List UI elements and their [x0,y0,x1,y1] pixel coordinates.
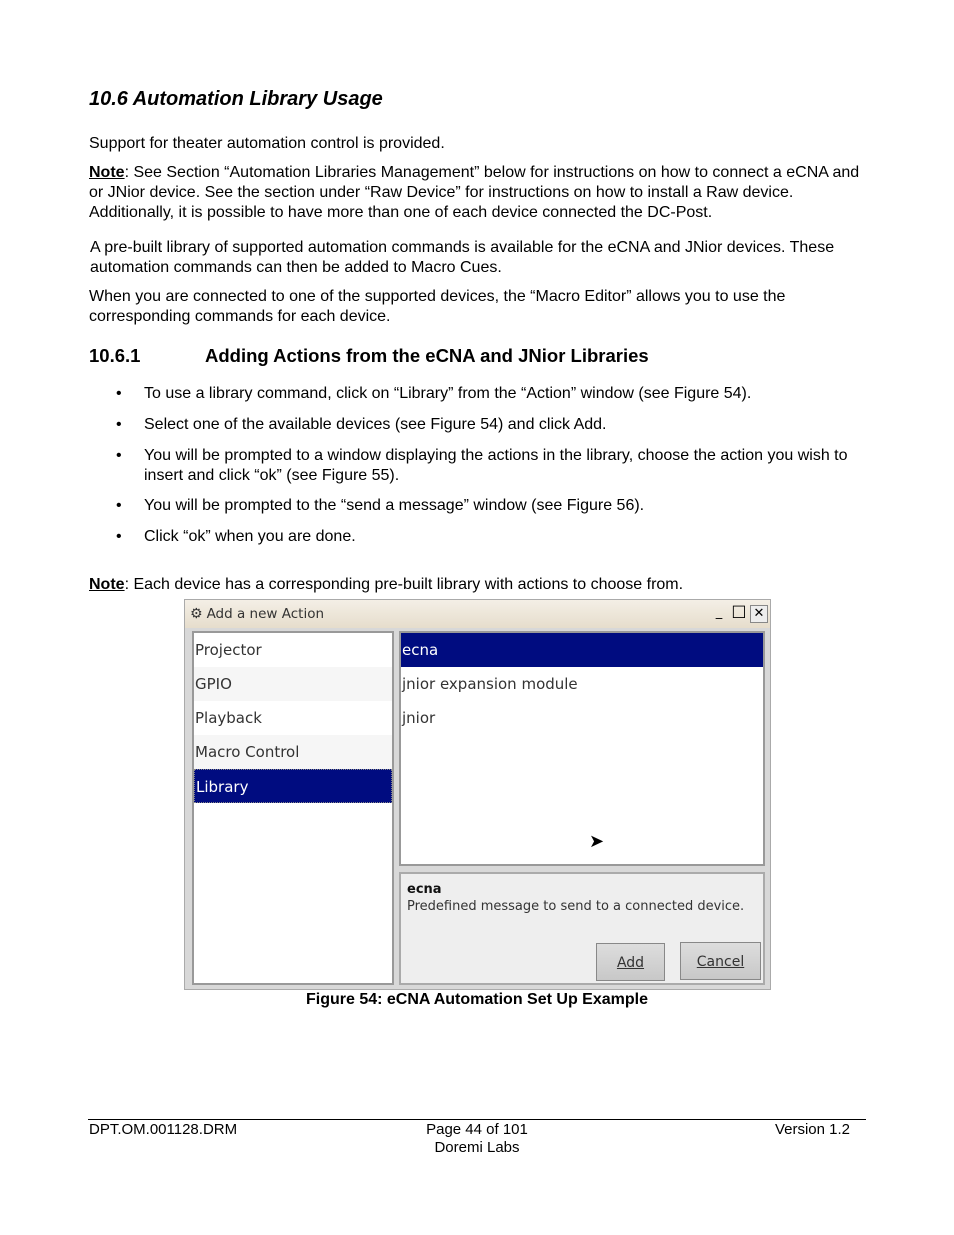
mouse-cursor-icon: ➤ [589,831,605,852]
paragraph: Support for theater automation control is provided. [89,135,445,152]
description-title: ecna [407,882,442,897]
note-label: Note [89,164,125,181]
dialog-titlebar [185,600,770,628]
category-gpio[interactable]: GPIO [194,667,392,701]
footer-divider [88,1119,866,1120]
category-macro-control[interactable]: Macro Control [194,735,392,769]
add-action-dialog [184,599,771,990]
cancel-button[interactable]: Cancel [680,942,761,980]
bullet-text: To use a library command, click on “Library” from the “Action” window (see Figure 54). [144,385,752,402]
note-paragraph [89,575,683,595]
dialog-title: Add a new Action [206,606,325,622]
bullet-text: Click “ok” when you are done. [144,528,356,545]
footer-company: Doremi Labs [434,1139,520,1156]
gear-icon: ⚙ [190,606,203,622]
bullet-text: You will be prompted to the “send a message” window (see Figure 56). [144,497,645,514]
add-button[interactable]: Add [596,943,665,981]
figure-caption: Figure 54: eCNA Automation Set Up Example [306,991,648,1008]
minimize-button[interactable]: _ [715,605,723,620]
footer-version: Version 1.2 [774,1121,850,1138]
subsection-title: Adding Actions from the eCNA and JNior Libraries [205,345,649,366]
maximize-button[interactable]: ☐ [731,603,747,623]
bullet-item: • Select one of the available devices (see Figure 54) and click Add. [116,415,856,435]
bullet-item: • To use a library command, click on “Library” from the “Action” window (see Figure 54). [116,384,856,404]
description-text: Predefined message to send to a connected device. [407,899,745,914]
device-jnior-expansion[interactable]: jnior expansion module [402,675,578,693]
bullet-text: You will be prompted to a window displaying the actions in the library, choose the action you wish to insert and click “ok” (see Figure 55). [144,447,848,484]
paragraph: When you are connected to one of the supported devices, the “Macro Editor” allows you to use the corresponding commands for each device. [89,288,786,325]
close-button[interactable]: ✕ [750,605,768,623]
description-panel [399,872,765,985]
category-projector[interactable]: Projector [195,641,262,659]
bullet-item: • Click “ok” when you are done. [116,527,856,547]
section-heading: 10.6 Automation Library Usage [89,88,383,110]
device-jnior[interactable]: jnior [402,709,436,727]
bullet-item: • You will be prompted to a window displaying the actions in the library, choose the action you wish to insert and click “ok” (see Figure 55). [116,446,856,486]
footer-page: Page 44 of 101 [426,1121,528,1138]
note-text: : See Section “Automation Libraries Management” below for instructions on how to connect a eCNA and or JNior device. See the section under “Raw Device” for instructions on how to install a Raw device. Additionally, it is possible to have more than one of each device connected the DC-Post. [89,164,860,221]
device-list [399,631,765,866]
bullet-item: • You will be prompted to the “send a message” window (see Figure 56). [116,496,856,516]
device-ecna[interactable]: ecna [401,633,763,667]
note-label: Note [89,576,125,593]
category-playback[interactable]: Playback [195,709,262,727]
bullet-text: Select one of the available devices (see Figure 54) and click Add. [144,416,607,433]
note-text: : Each device has a corresponding pre-built library with actions to choose from. [124,576,684,593]
footer-doc-id: DPT.OM.001128.DRM [89,1121,238,1138]
paragraph: A pre-built library of supported automation commands is available for the eCNA and JNior devices. These automation commands can then be added to Macro Cues. [90,239,835,276]
category-list [192,631,394,985]
subsection-number: 10.6.1 [89,345,141,366]
category-library[interactable]: Library [194,769,392,803]
note-paragraph [89,163,864,223]
